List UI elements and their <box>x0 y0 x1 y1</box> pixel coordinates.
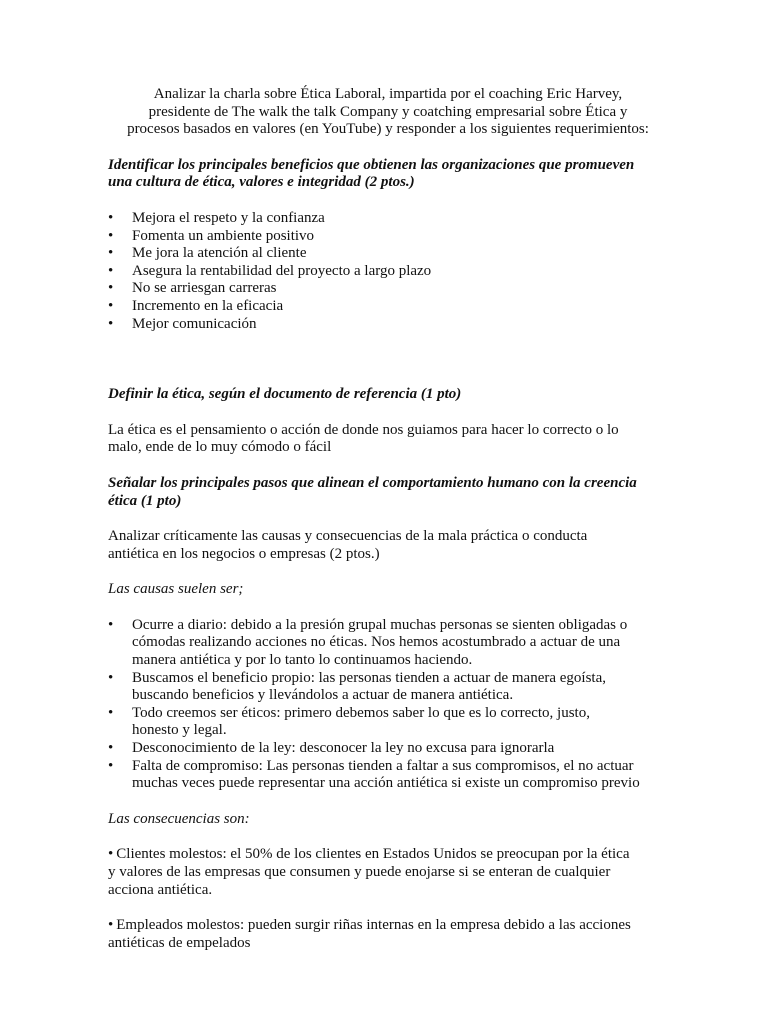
bullet-icon: • <box>108 616 114 633</box>
list-item: • Ocurre a diario: debido a la presión grupal muchas personas se sienten obligadas o cómodas realizando acciones no éticas. Nos hemos acostumbrado a actuar de una manera antiética y por lo tanto lo continuamos haciendo. <box>108 616 628 669</box>
list-item: • Todo creemos ser éticos: primero debemos saber lo que es lo correcto, justo, honesto y legal. <box>108 704 590 739</box>
list-item: • Buscamos el beneficio propio: las personas tienden a actuar de manera egoísta, buscando beneficios y llevándolos a actuar de manera antiética. <box>108 669 606 704</box>
bullet-icon: • <box>108 280 114 297</box>
list-item: • Mejora el respeto y la confianza <box>108 209 325 226</box>
list-item: • Asegura la rentabilidad del proyecto a largo plazo <box>108 262 432 279</box>
list-item: • No se arriesgan carreras <box>108 280 277 297</box>
bullet-icon: • <box>108 227 114 244</box>
bullet-icon: • <box>108 209 114 226</box>
list-item: • Falta de compromiso: Las personas tienden a faltar a sus compromisos, el no actuar muchas veces puede representar una acción antiética si existe un compromiso previo <box>108 757 640 792</box>
analysis-text: Analizar críticamente las causas y consecuencias de la mala práctica o conducta antiética en los negocios o empresas (2 ptos.) <box>108 528 588 562</box>
bullet-icon: • <box>108 297 114 314</box>
causes-label: Las causas suelen ser; <box>108 581 244 598</box>
causes-list <box>108 617 668 793</box>
bullet-icon: • <box>108 669 114 686</box>
steps-heading: Señalar los principales pasos que alinean el comportamiento humano con la creencia ética (1 pto) <box>108 474 637 509</box>
list-item: • Me jora la atención al cliente <box>108 245 307 262</box>
ethics-definition-text: La ética es el pensamiento o acción de donde nos guiamos para hacer lo correcto o lo malo, ende de lo muy cómodo o fácil <box>108 421 619 456</box>
bullet-icon: • <box>108 917 114 934</box>
list-item: • Incremento en la eficacia <box>108 297 284 314</box>
bullet-icon: • <box>108 262 114 279</box>
list-item: • Fomenta un ambiente positivo <box>108 227 315 244</box>
intro-paragraph: Analizar la charla sobre Ética Laboral, impartida por el coaching Eric Harvey, presidente de The walk the talk Company y coatching empresarial sobre Ética y procesos basados en valores (en YouTube) y responder a los siguientes requerimientos: <box>127 86 649 138</box>
benefits-heading: Identificar los principales beneficios que obtienen las organizaciones que promueven una cultura de ética, valores e integridad (2 ptos.) <box>108 156 635 191</box>
bullet-icon: • <box>108 704 114 721</box>
bullet-icon: • <box>108 245 114 262</box>
benefits-list <box>108 210 668 333</box>
bullet-icon: • <box>108 315 114 332</box>
consequences-label: Las consecuencias son: <box>108 810 250 827</box>
bullet-icon: • <box>108 740 114 757</box>
consequence-paragraph-2: • Empleados molestos: pueden surgir riñas internas en la empresa debido a las acciones antiéticas de empelados <box>108 917 631 951</box>
list-item: • Mejor comunicación <box>108 315 257 332</box>
bullet-icon: • <box>108 757 114 774</box>
consequence-paragraph-1: • Clientes molestos: el 50% de los clientes en Estados Unidos se preocupan por la ética y valores de las empresas que consumen y puede enojarse si se enteran de cualquier acciona antiética. <box>108 846 630 898</box>
ethics-definition-heading: Definir la ética, según el documento de referencia (1 pto) <box>108 386 462 403</box>
list-item: • Desconocimiento de la ley: desconocer la ley no excusa para ignorarla <box>108 740 555 757</box>
bullet-icon: • <box>108 846 114 863</box>
